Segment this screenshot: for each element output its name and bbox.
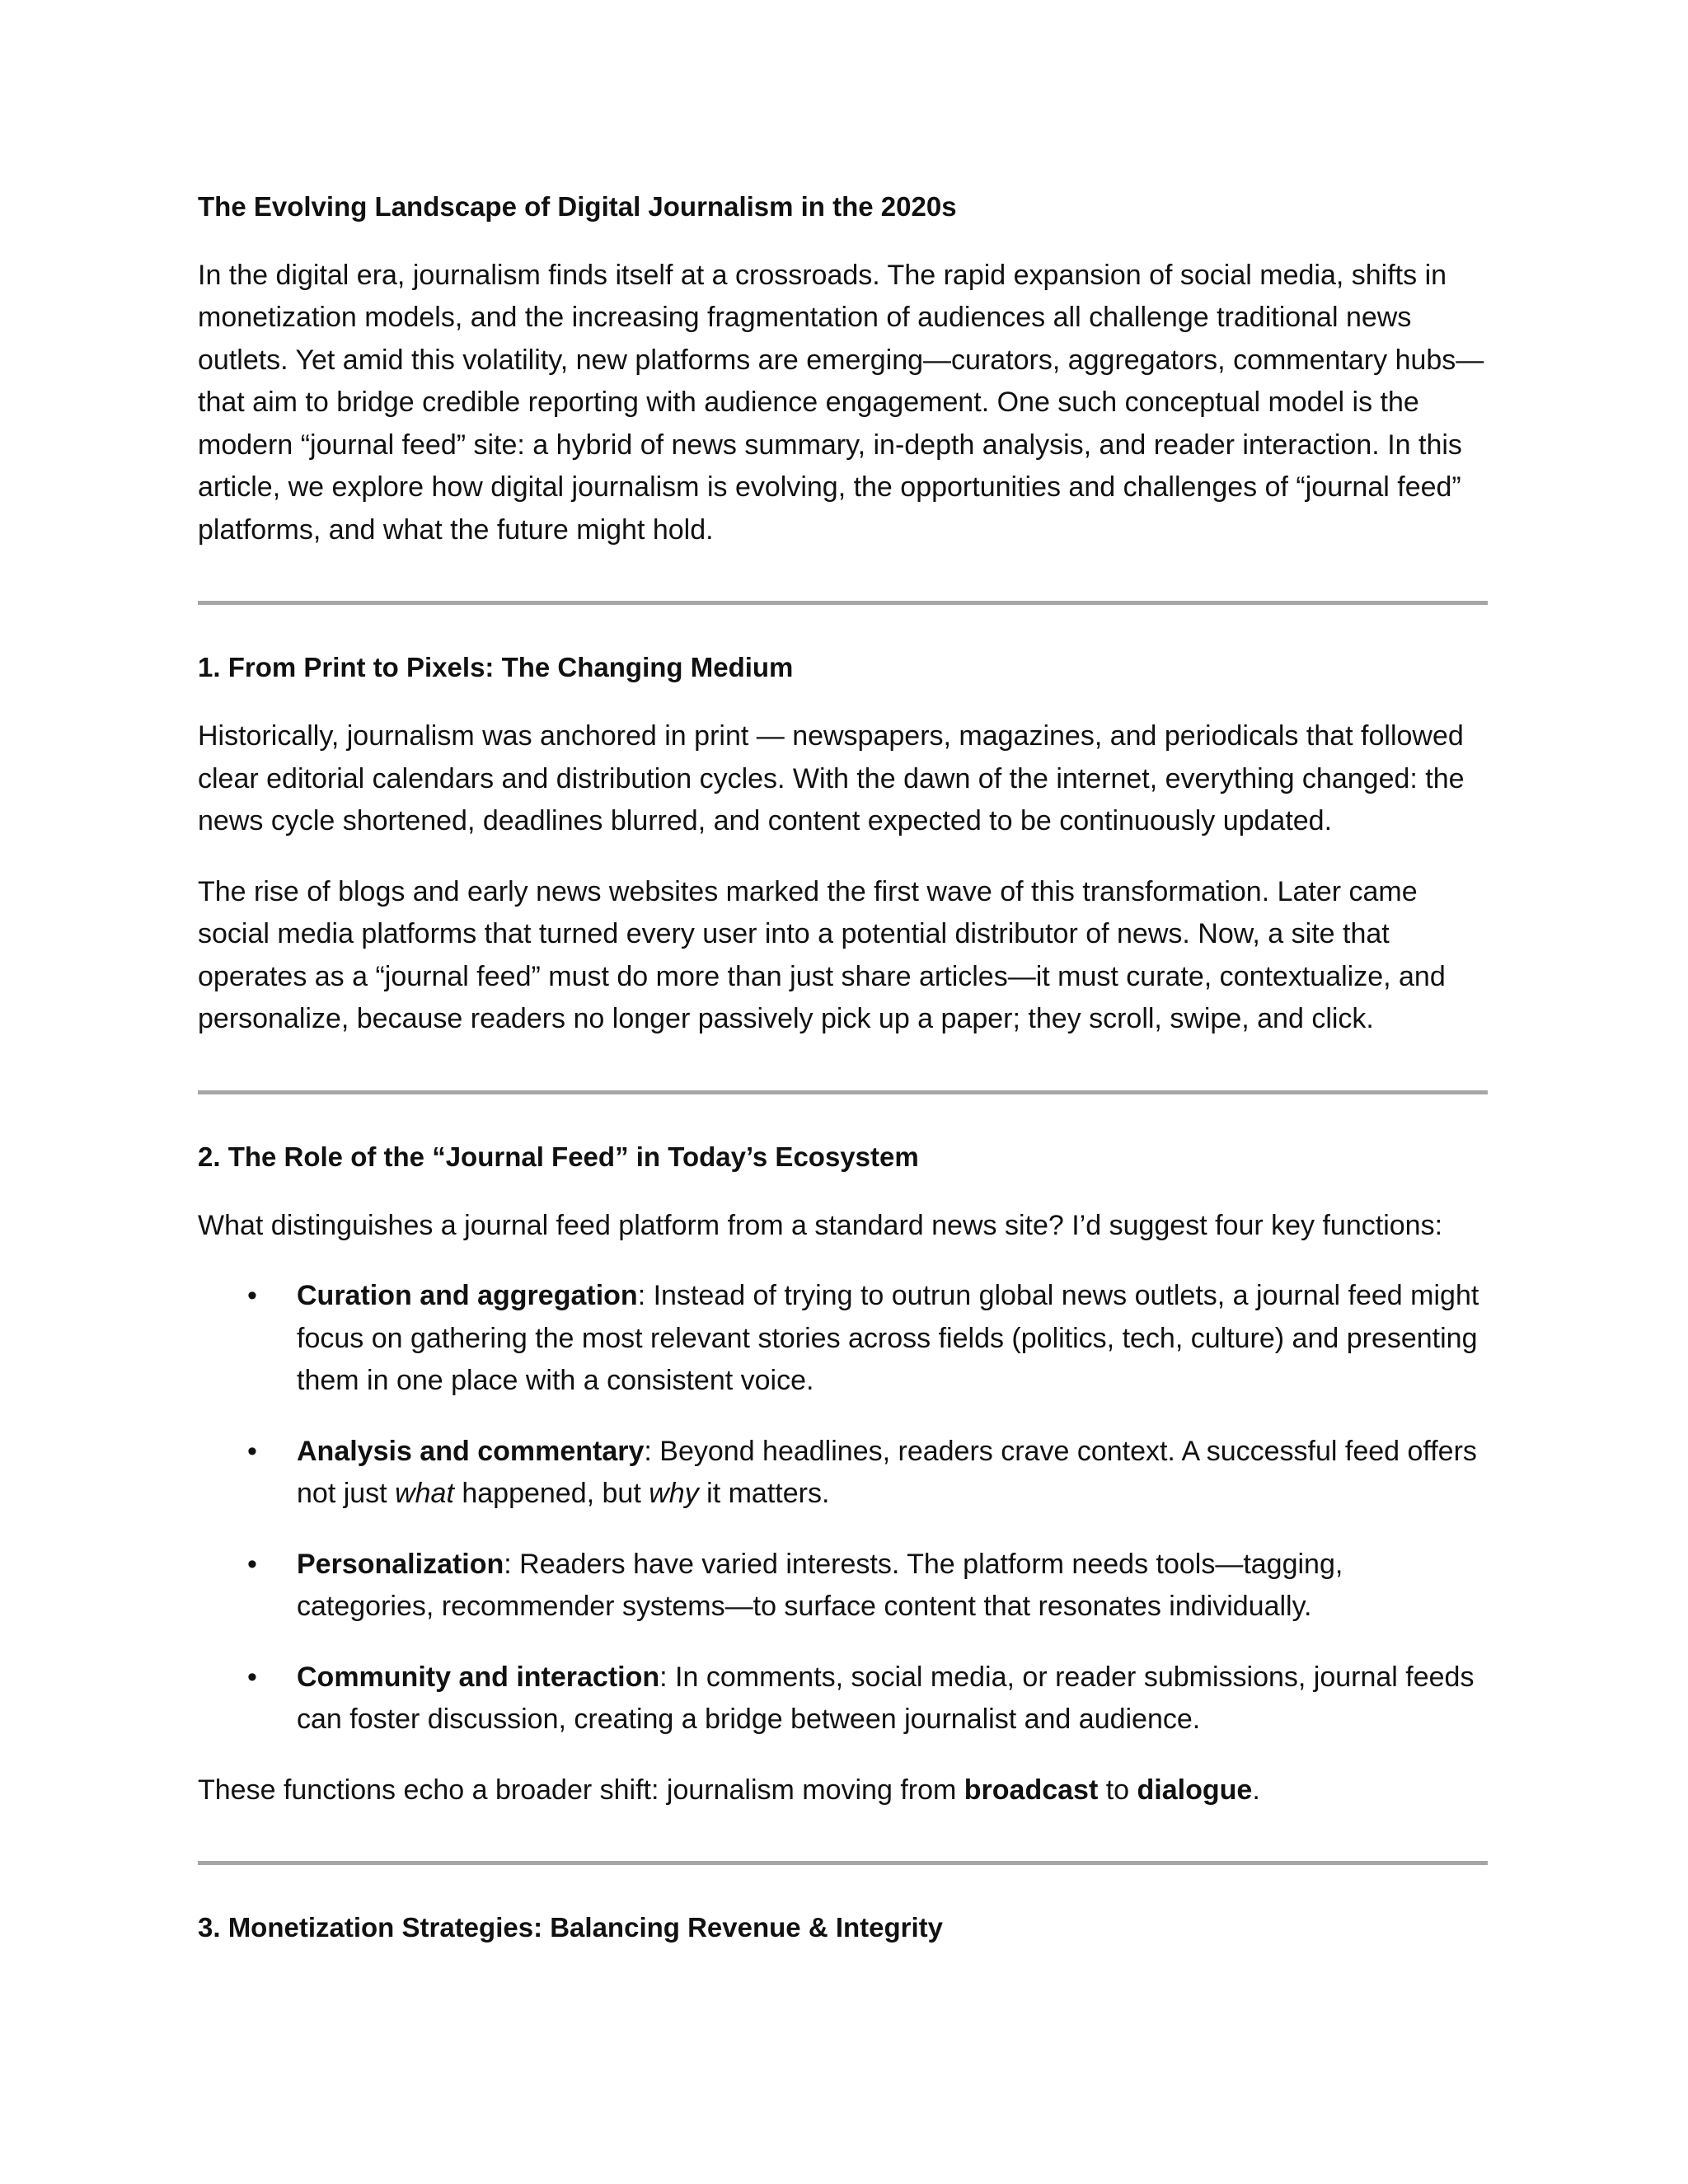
- list-item-term: Personalization: [297, 1548, 504, 1580]
- list-item-text: : In comments, social media, or reader submissions, journal feeds can foster discussion, creating a bridge between journalist and audience.: [297, 1661, 1475, 1736]
- bullet-icon: •: [247, 1661, 257, 1693]
- closing-text: to: [1098, 1774, 1137, 1806]
- article-title: The Evolving Landscape of Digital Journalism in the 2020s: [198, 191, 957, 222]
- emphasis-why: why: [649, 1478, 699, 1510]
- list-item: [198, 1431, 1488, 1516]
- list-item-term: Community and interaction: [297, 1661, 660, 1693]
- list-item-text: it matters.: [698, 1478, 830, 1510]
- section-1-paragraph-1: Historically, journalism was anchored in print — newspapers, magazines, and periodicals that followed clear editorial calendars and distribution cycles. With the dawn of the internet, everything changed: the news cycle shortened, deadlines blurred, and content expected to be continuously updated.: [198, 720, 1465, 837]
- section-3-heading: 3. Monetization Strategies: Balancing Revenue & Integrity: [198, 1912, 944, 1943]
- list-item-text: : Instead of trying to outrun global news outlets, a journal feed might focus on gathering the most relevant stories across fields (politics, tech, culture) and presenting them in one place with a consistent voice.: [297, 1280, 1479, 1397]
- article-body: [198, 190, 1488, 1946]
- list-item-text: happened, but: [453, 1478, 649, 1510]
- list-item-term: Curation and aggregation: [297, 1280, 638, 1312]
- list-item: [198, 1275, 1488, 1403]
- section-2-closing: [198, 1769, 1488, 1812]
- list-item-term: Analysis and commentary: [297, 1435, 645, 1467]
- emphasis-what: what: [395, 1478, 454, 1510]
- functions-list: [198, 1275, 1488, 1741]
- section-1-paragraph-2: The rise of blogs and early news websites marked the first wave of this transformation. Later came social media platforms that turned every user into a potential distributor of news. Now, a site that operates as a “journal feed” must do more than just share articles—it must curate, contextualize, and personalize, because readers no longer passively pick up a paper; they scroll, swipe, and click.: [198, 875, 1446, 1035]
- list-item-text: : Beyond headlines, readers crave context. A successful feed offers not just: [297, 1435, 1477, 1510]
- closing-text: .: [1252, 1774, 1260, 1806]
- bullet-icon: •: [247, 1548, 257, 1580]
- closing-bold-broadcast: broadcast: [964, 1774, 1099, 1806]
- list-item-text: : Readers have varied interests. The platform needs tools—tagging, categories, recommender systems—to surface content that resonates individually.: [297, 1548, 1343, 1623]
- list-item: [198, 1544, 1488, 1629]
- section-2-heading: 2. The Role of the “Journal Feed” in Today’s Ecosystem: [198, 1141, 919, 1172]
- closing-bold-dialogue: dialogue: [1137, 1774, 1253, 1806]
- bullet-icon: •: [247, 1280, 257, 1312]
- section-1-heading: 1. From Print to Pixels: The Changing Medium: [198, 652, 794, 683]
- bullet-icon: •: [247, 1435, 257, 1467]
- closing-text: These functions echo a broader shift: journalism moving from: [198, 1774, 964, 1806]
- intro-paragraph: In the digital era, journalism finds itself at a crossroads. The rapid expansion of social media, shifts in monetization models, and the increasing fragmentation of audiences all challenge traditional news outlets. Yet amid this volatility, new platforms are emerging—curators, aggregators, commentary hubs—that aim to bridge credible reporting with audience engagement. One such conceptual model is the modern “journal feed” site: a hybrid of news summary, in-depth analysis, and reader interaction. In this article, we explore how digital journalism is evolving, the opportunities and challenges of “journal feed” platforms, and what the future might hold.: [198, 259, 1484, 546]
- section-2-lead: What distinguishes a journal feed platform from a standard news site? I’d suggest four key functions:: [198, 1209, 1443, 1241]
- list-item: [198, 1657, 1488, 1741]
